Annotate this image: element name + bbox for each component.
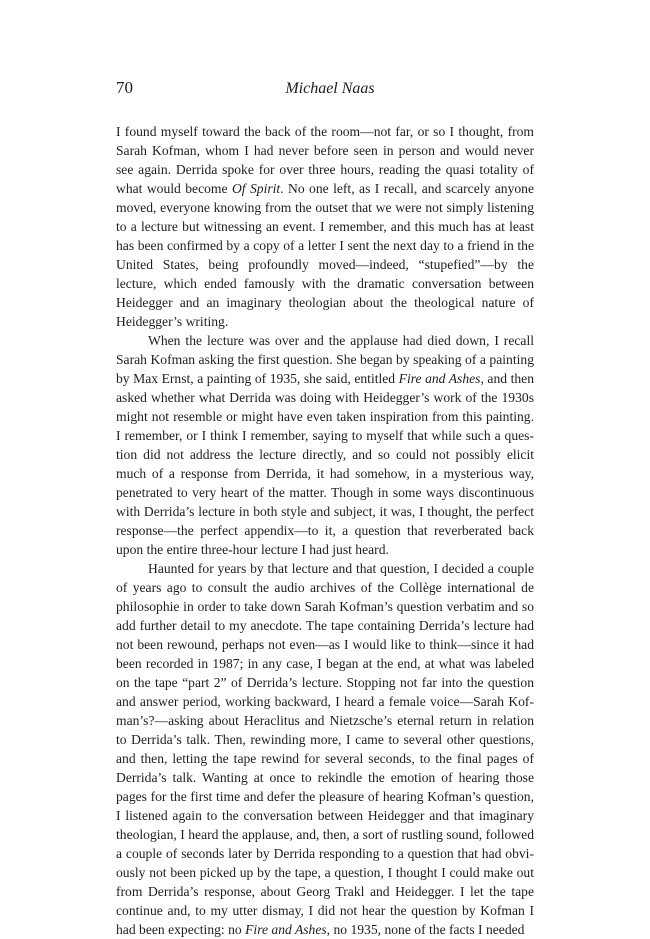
body-text	[116, 122, 534, 939]
paragraph-1	[116, 122, 534, 331]
paragraph-3	[116, 559, 534, 939]
running-head: Michael Naas	[285, 80, 375, 97]
text-run: I found myself toward the back of the room—not far, or so I thought, from Sarah Kofman, whom I had never before seen in person and would never see again. Derrida spoke for over three hours, reading the quasi totality of what would become	[116, 124, 534, 196]
painting-title-fire-and-ashes: Fire and Ashes	[245, 922, 327, 937]
page-number: 70	[116, 78, 133, 97]
text-run: Haunted for years by that lecture and that question, I decided a couple of years ago to consult the audio archives of the Collège international de philosophie in order to take down Sarah Kofman’s question verbatim and so add further detail to my anecdote. The tape containing Derrida’s lecture had not been rewound, perhaps not even—as I would like to think—since it had been recorded in 1987; in any case, I began at the end, at what was labeled on the tape “part 2” of Derrida’s lecture. Stopping not far into the question and answer period, working backward, I heard a female voice—Sarah Kofman’s?—asking about Heraclitus and Nietzsche’s eternal return in relation to Derrida’s talk. Then, rewinding more, I came to several other questions, and then, letting the tape rewind for several seconds, to the final pages of Derrida’s talk. Wanting at once to rekindle the emotion of hearing those pages for the first time and defer the pleasure of hearing Kofman’s question, I listened again to the conversation between Heidegger and that imaginary theologian, I heard the applause, and, then, a sort of rustling sound, followed a couple of seconds later by Derrida responding to a question that had obviously not been picked up by the tape, a question, I thought I could make out from Derrida’s response, about Georg Trakl and Heidegger. I let the tape continue and, to my utter dismay, I did not hear the question by Kofman I had been expecting: no	[116, 561, 534, 937]
text-run: , no 1935, none of the facts I needed	[326, 922, 525, 937]
book-title-of-spirit: Of Spirit	[231, 181, 281, 196]
paragraph-2	[116, 331, 534, 559]
text-run: , and then asked whether what Derrida was doing with Heidegger’s work of the 1930s might not resemble or might have even taken inspiration from this painting. I remember, or I think I remember, saying to myself that while such a question did not address the lecture directly, and so could not possibly elicit much of a response from Derrida, it had somehow, in a mysterious way, penetrated to very heart of the matter. Though in some ways discontinuous with Derrida’s lecture in both style and subject, it was, I thought, the perfect response—the perfect appendix—to it, a question that reverberated back upon the entire three-hour lecture I had just heard.	[116, 371, 534, 557]
text-run: When the lecture was over and the applause had died down, I recall Sarah Kofman asking the first question. She began by speaking of a painting by Max Ernst, a painting of 1935, she said, entitled	[116, 333, 534, 386]
text-run: . No one left, as I recall, and scarcely anyone moved, everyone knowing from the outset that we were not simply listening to a lecture but witnessing an event. I remember, and this much has at least has been confirmed by a copy of a letter I sent the next day to a friend in the United States, being profoundly moved—indeed, “stupefied”—by the lecture, which ended famously with the dramatic conversation between Heidegger and an imaginary theologian about the theological nature of Heidegger’s writing.	[116, 181, 534, 329]
painting-title-fire-and-ashes: Fire and Ashes	[398, 371, 481, 386]
